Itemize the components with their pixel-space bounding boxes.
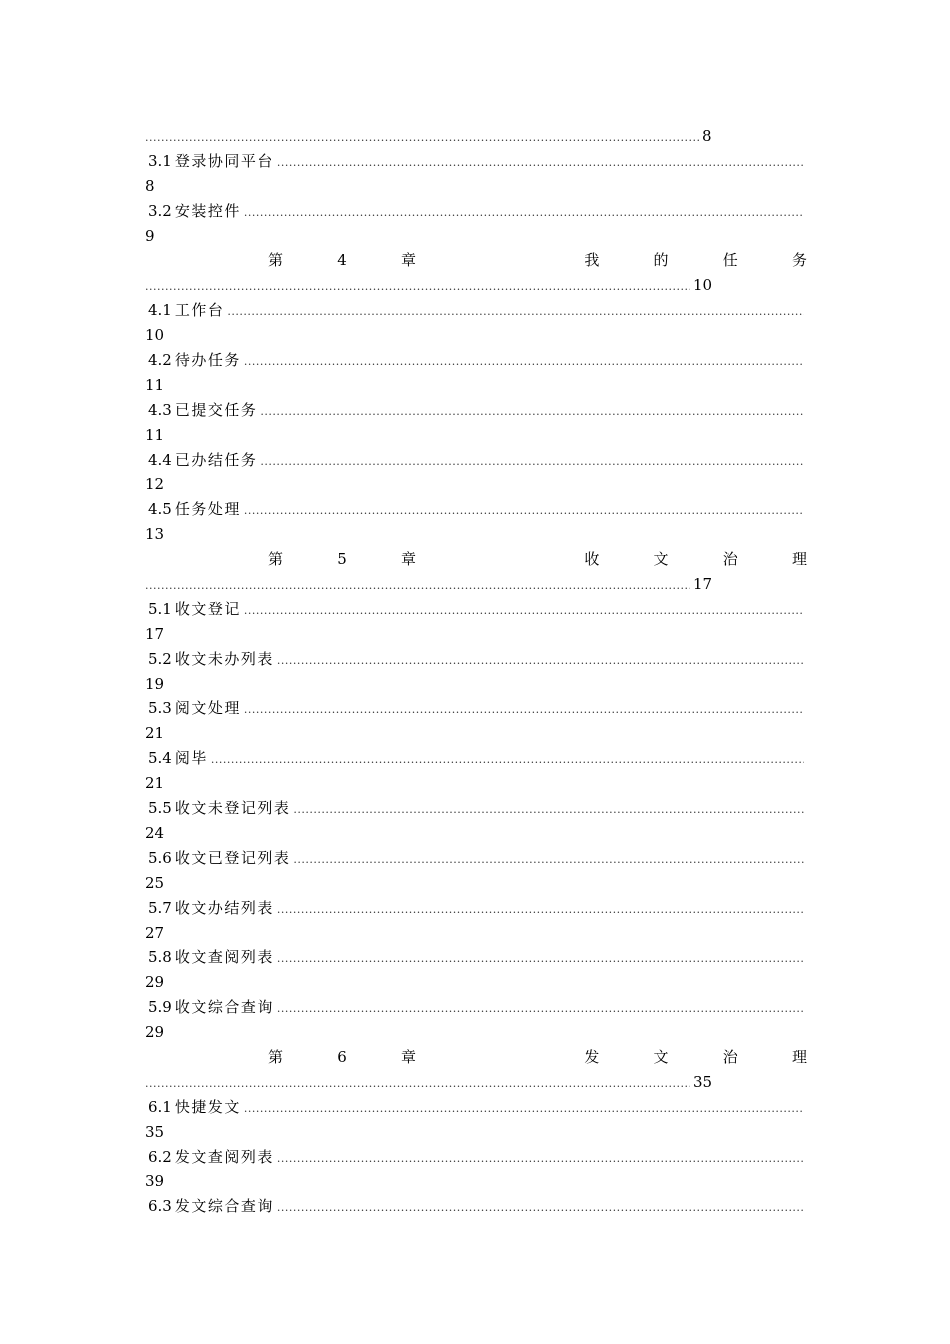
toc-entry-title: 工作台	[174, 301, 225, 320]
toc-entry[interactable]	[145, 746, 807, 771]
toc-section-number: 4.2	[148, 351, 172, 370]
toc-entry-label	[145, 348, 241, 373]
toc-page-number: 25	[145, 873, 165, 892]
chapter-heading-word: 收	[584, 550, 600, 569]
toc-section-number: 3.2	[148, 201, 172, 220]
toc-entry-title: 发文综合查询	[174, 1197, 274, 1216]
toc-entry-label	[145, 298, 224, 323]
toc-section-number: 5.3	[148, 699, 172, 718]
toc-chapter-heading[interactable]	[145, 547, 807, 572]
toc-entry-label	[145, 1194, 274, 1219]
toc-page-number: 12	[145, 475, 165, 494]
dot-leader	[145, 273, 690, 298]
toc-entry-title: 待办任务	[174, 351, 241, 370]
toc-entry-title: 发文查阅列表	[174, 1147, 274, 1166]
toc-section-number: 4.4	[148, 450, 172, 469]
toc-page-number: 10	[145, 326, 165, 345]
toc-page-number: 21	[145, 724, 165, 743]
dot-leader	[260, 398, 804, 423]
toc-entry[interactable]	[145, 995, 807, 1020]
toc-entry-label	[145, 497, 241, 522]
chapter-heading-word: 文	[653, 550, 669, 569]
toc-entry-title: 阅毕	[174, 749, 208, 768]
toc-entry-title: 已提交任务	[174, 400, 258, 419]
toc-entry-title: 安装控件	[174, 201, 241, 220]
toc-page-number: 29	[145, 1023, 165, 1042]
dot-leader	[244, 597, 804, 622]
chapter-heading-word: 务	[791, 251, 807, 270]
toc-page-number: 24	[145, 823, 165, 842]
toc-section-number: 5.6	[148, 848, 172, 867]
toc-entry[interactable]	[145, 1095, 807, 1120]
dot-leader	[227, 298, 804, 323]
dot-leader	[293, 796, 804, 821]
toc-entry-label	[145, 398, 257, 423]
toc-entry[interactable]	[145, 597, 807, 622]
dot-leader	[277, 995, 804, 1020]
toc-entry-title: 任务处理	[174, 500, 241, 519]
toc-entry-title: 收文已登记列表	[174, 848, 291, 867]
toc-section-number: 6.3	[148, 1197, 172, 1216]
toc-page-number: 8	[145, 176, 155, 195]
toc-entry-label	[145, 149, 274, 174]
dot-leader	[145, 572, 690, 597]
toc-chapter-heading[interactable]	[145, 1045, 807, 1070]
toc-page-number: 10	[693, 276, 713, 295]
dot-leader	[244, 199, 804, 224]
toc-entry-title: 收文综合查询	[174, 998, 274, 1017]
toc-entry[interactable]	[145, 298, 807, 323]
chapter-heading-gap	[470, 1045, 530, 1070]
toc-entry-label	[145, 696, 241, 721]
dot-leader	[244, 348, 804, 373]
toc-entry[interactable]	[145, 696, 807, 721]
toc-entry-label	[145, 796, 290, 821]
toc-section-number: 5.4	[148, 749, 172, 768]
dot-leader	[277, 647, 804, 672]
toc-entry[interactable]	[145, 945, 807, 970]
toc-section-number: 4.5	[148, 500, 172, 519]
toc-page-number: 17	[693, 575, 713, 594]
dot-leader	[293, 846, 804, 871]
toc-page-number: 11	[145, 375, 165, 394]
chapter-heading-word: 理	[791, 1047, 807, 1066]
toc-section-number: 4.1	[148, 301, 172, 320]
chapter-heading-word: 的	[653, 251, 669, 270]
toc-entry-title: 收文未办列表	[174, 649, 274, 668]
toc-page-number: 17	[145, 624, 165, 643]
toc-section-number: 5.2	[148, 649, 172, 668]
toc-page-number: 39	[145, 1172, 165, 1191]
toc-entry-label	[145, 896, 274, 921]
toc-entry-label	[145, 647, 274, 672]
toc-entry-title: 阅文处理	[174, 699, 241, 718]
toc-section-number: 5.5	[148, 799, 172, 818]
toc-entry-label	[145, 995, 274, 1020]
toc-entry-title: 快捷发文	[174, 1097, 241, 1116]
chapter-heading-word: 第	[268, 1047, 284, 1066]
chapter-heading-word: 治	[722, 1047, 738, 1066]
toc-page-number: 21	[145, 774, 165, 793]
dot-leader	[277, 1145, 804, 1170]
toc-page-number: 35	[145, 1122, 165, 1141]
dot-leader	[277, 1194, 804, 1219]
toc-entry-label	[145, 1145, 274, 1170]
chapter-heading-word: 我	[584, 251, 600, 270]
chapter-heading-word: 任	[722, 251, 738, 270]
toc-page-number	[145, 1219, 807, 1244]
chapter-heading-word: 发	[584, 1047, 600, 1066]
toc-entry[interactable]	[145, 497, 807, 522]
toc-page-number: 8	[702, 127, 712, 145]
toc-section-number: 6.1	[148, 1097, 172, 1116]
chapter-heading-word: 章	[400, 550, 416, 569]
toc-page-number: 29	[145, 973, 165, 992]
toc-continuation-line	[145, 124, 807, 149]
toc-entry-label	[145, 597, 241, 622]
toc-page-number: 13	[145, 525, 165, 544]
dot-leader	[244, 696, 804, 721]
toc-entry[interactable]	[145, 896, 807, 921]
toc-page-number: 35	[693, 1072, 713, 1091]
table-of-contents	[145, 124, 807, 1244]
toc-entry[interactable]	[145, 796, 807, 821]
toc-section-number: 5.8	[148, 948, 172, 967]
dot-leader	[277, 149, 804, 174]
toc-entry-title: 已办结任务	[174, 450, 258, 469]
toc-entry-label	[145, 846, 290, 871]
toc-chapter-heading[interactable]	[145, 248, 807, 273]
toc-section-number: 5.9	[148, 998, 172, 1017]
chapter-heading-word: 5	[337, 550, 347, 569]
toc-entry[interactable]	[145, 398, 807, 423]
toc-entry[interactable]	[145, 1194, 807, 1219]
toc-entry-label	[145, 1095, 241, 1120]
chapter-heading-word: 第	[268, 251, 284, 270]
toc-entry[interactable]	[145, 348, 807, 373]
chapter-heading-word: 治	[722, 550, 738, 569]
chapter-heading-gap	[470, 248, 530, 273]
toc-section-number: 3.1	[148, 151, 172, 170]
dot-leader	[244, 497, 804, 522]
dot-leader	[145, 124, 699, 149]
toc-page-number: 9	[145, 226, 155, 245]
dot-leader	[211, 746, 804, 771]
chapter-heading-word: 理	[791, 550, 807, 569]
toc-section-number: 5.7	[148, 898, 172, 917]
chapter-heading-word: 章	[400, 251, 416, 270]
toc-section-number: 4.3	[148, 400, 172, 419]
toc-entry[interactable]	[145, 199, 807, 224]
toc-entry[interactable]	[145, 1145, 807, 1170]
toc-entry[interactable]	[145, 149, 807, 174]
toc-entry-title: 登录协同平台	[174, 151, 274, 170]
toc-entry-title: 收文办结列表	[174, 898, 274, 917]
chapter-heading-word: 第	[268, 550, 284, 569]
toc-entry-label	[145, 448, 257, 473]
chapter-heading-word: 6	[337, 1047, 347, 1066]
dot-leader	[145, 1070, 690, 1095]
chapter-heading-word: 章	[400, 1047, 416, 1066]
dot-leader	[244, 1095, 804, 1120]
dot-leader	[260, 448, 804, 473]
chapter-heading-gap	[470, 547, 530, 572]
toc-entry-title: 收文查阅列表	[174, 948, 274, 967]
chapter-heading-word: 文	[653, 1047, 669, 1066]
dot-leader	[277, 896, 804, 921]
toc-section-number: 5.1	[148, 599, 172, 618]
toc-chapter-leader-line	[145, 273, 807, 298]
toc-chapter-leader-line	[145, 572, 807, 597]
toc-page-number: 27	[145, 923, 165, 942]
toc-entry-label	[145, 746, 208, 771]
toc-entry-label	[145, 199, 241, 224]
toc-chapter-leader-line	[145, 1070, 807, 1095]
toc-page-number: 11	[145, 425, 165, 444]
toc-page-number: 19	[145, 674, 165, 693]
toc-entry[interactable]	[145, 647, 807, 672]
toc-entry[interactable]	[145, 846, 807, 871]
toc-entry-title: 收文未登记列表	[174, 799, 291, 818]
toc-section-number: 6.2	[148, 1147, 172, 1166]
toc-entry-label	[145, 945, 274, 970]
chapter-heading-word: 4	[337, 251, 347, 270]
toc-entry[interactable]	[145, 448, 807, 473]
dot-leader	[277, 945, 804, 970]
toc-entry-title: 收文登记	[174, 599, 241, 618]
